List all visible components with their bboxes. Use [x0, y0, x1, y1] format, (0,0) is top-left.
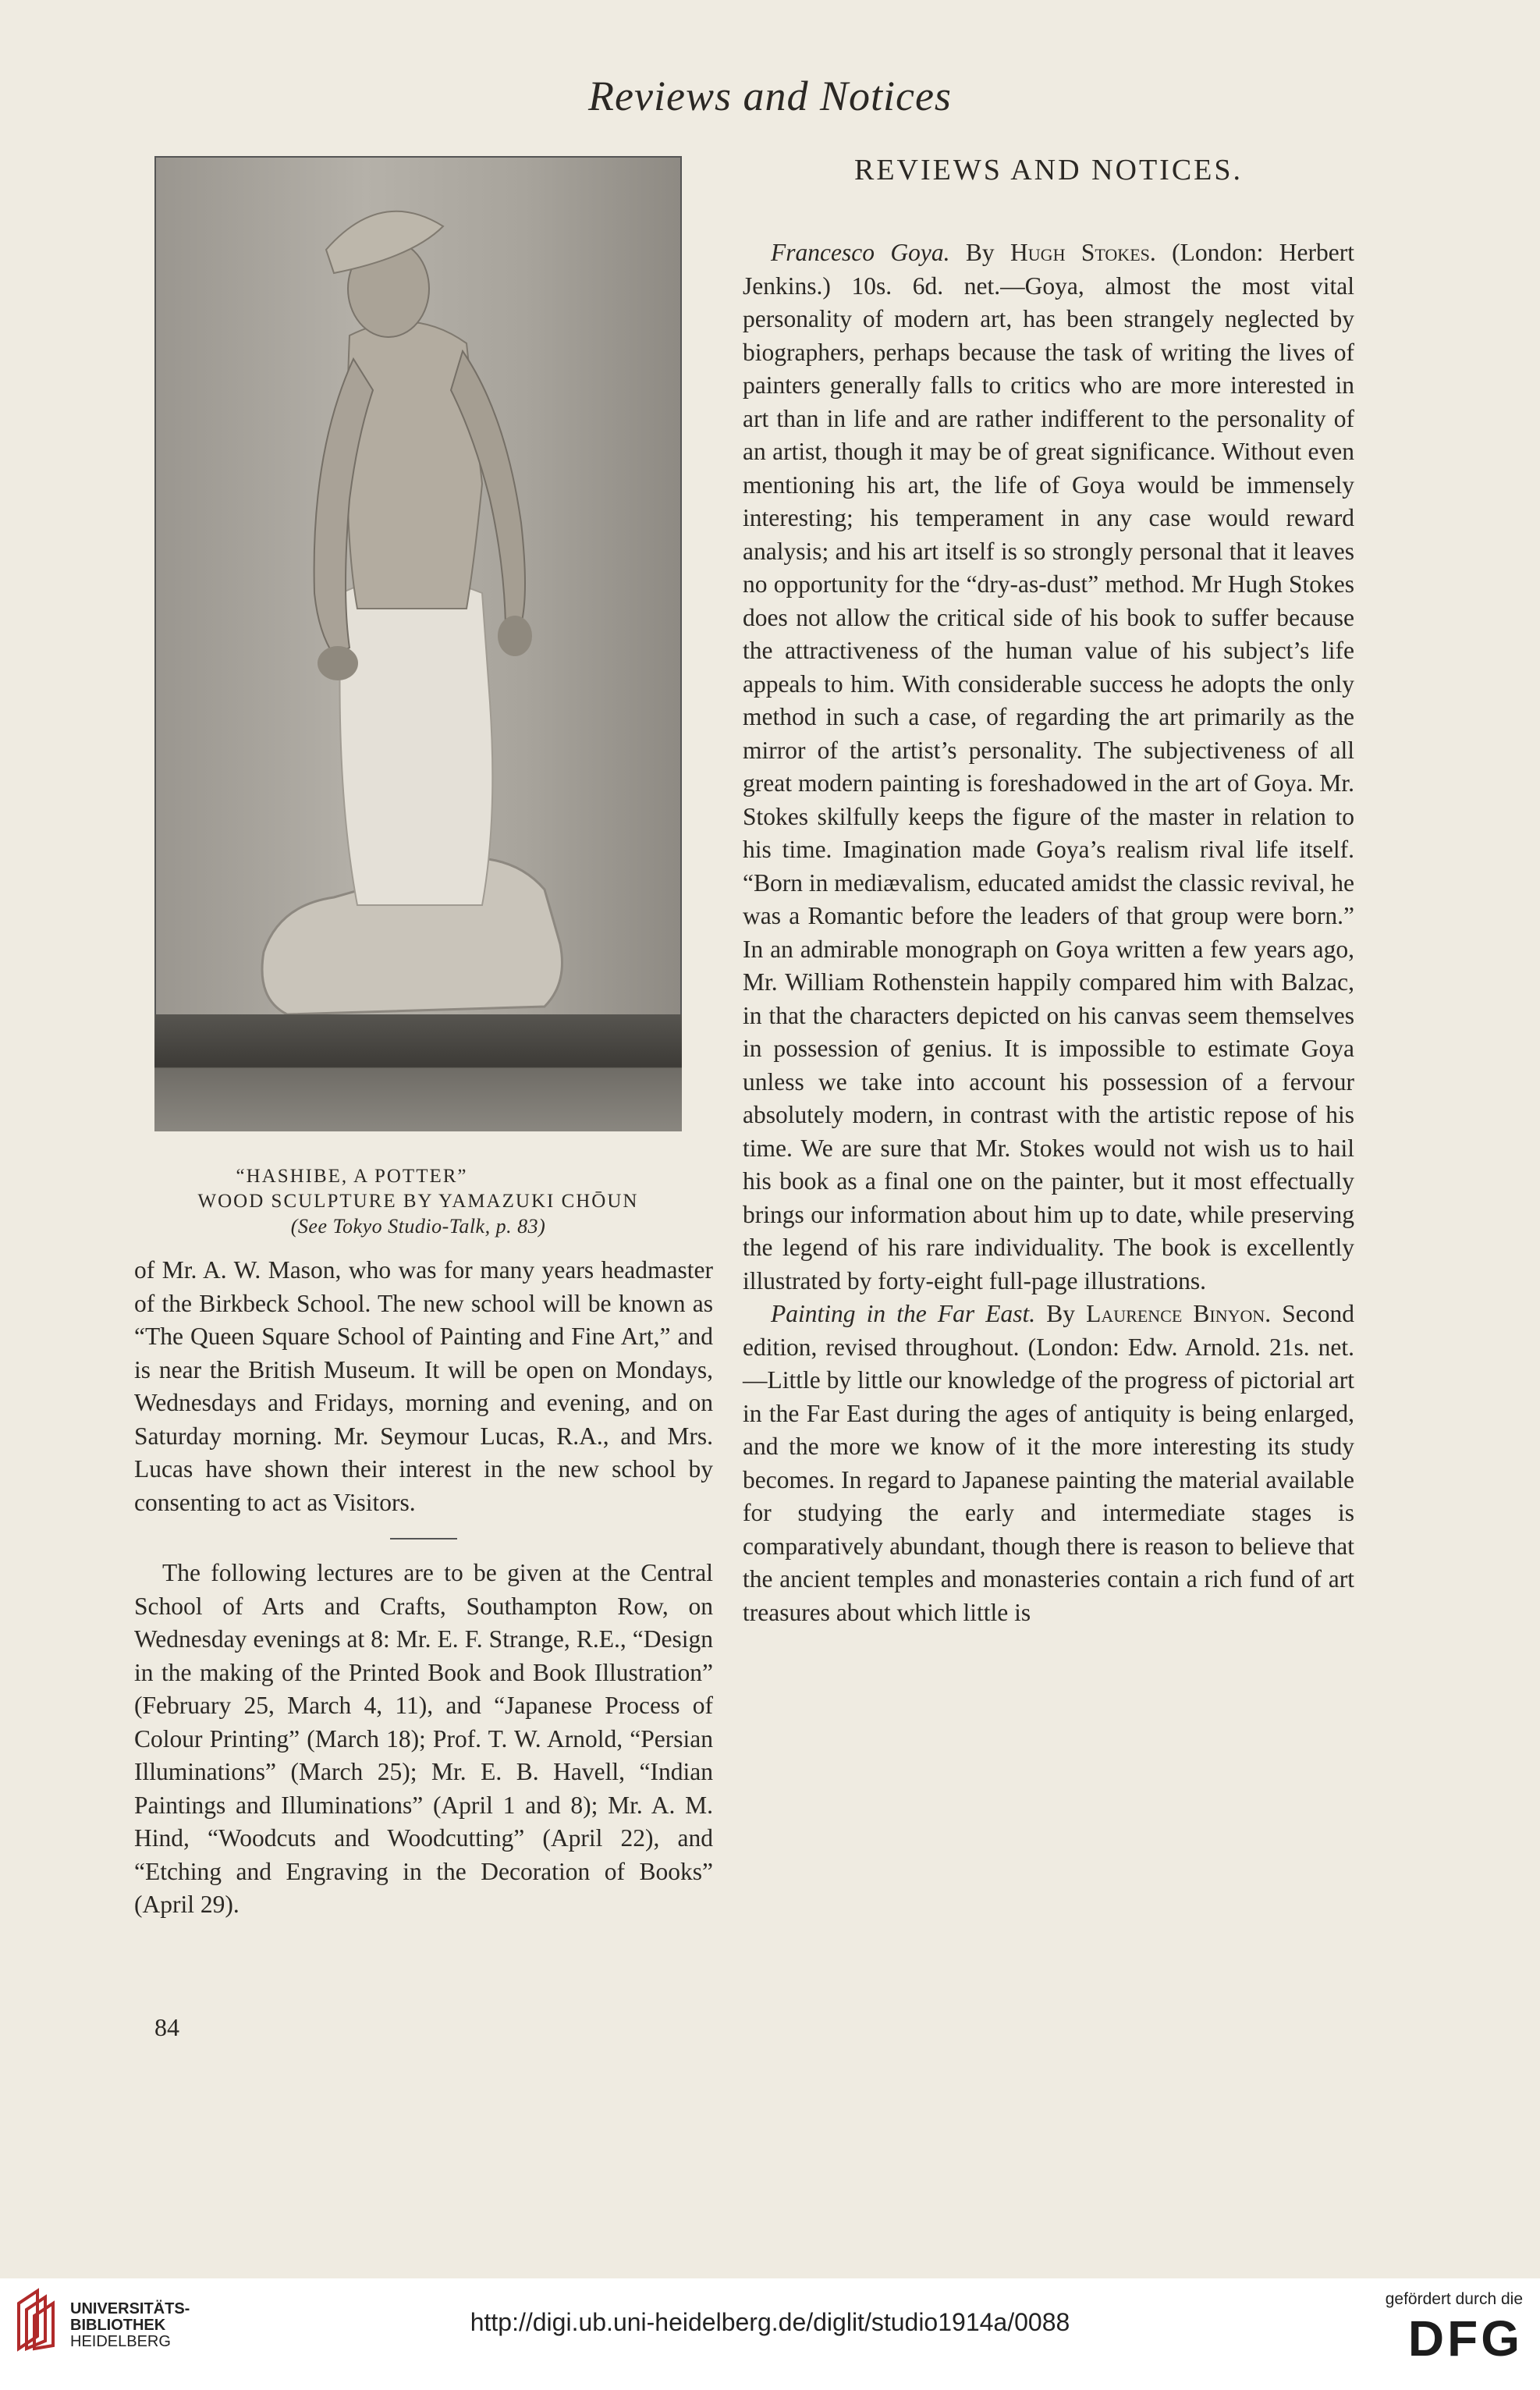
sculpture-photograph: [154, 156, 682, 1131]
source-url-link[interactable]: http://digi.ub.uni-heidelberg.de/diglit/studio1914a/0088: [470, 2308, 1070, 2336]
caption-title: “HASHIBE, A POTTER”: [236, 1166, 468, 1187]
library-name-line1: UNIVERSITÄTS-: [70, 2300, 190, 2317]
library-name-line2: BIBLIOTHEK: [70, 2317, 166, 2334]
library-name-line3: HEIDELBERG: [70, 2333, 171, 2350]
section-title: REVIEWS AND NOTICES.: [853, 154, 1244, 186]
caption-credit: WOOD SCULPTURE BY YAMAZUKI CHŌUN: [197, 1191, 639, 1212]
book-title-far-east: Painting in the Far East.: [771, 1300, 1036, 1327]
school-notice-paragraph: of Mr. A. W. Mason, who was for many years headmaster of the Birkbeck School. The new school will be known as “The Queen Square School of Painting and Fine Art,” and is near the British Museum. It will be open on Mondays, Wednesdays and Fridays, morning and evening, and on Saturday morning. Mr. Seymour Lucas, R.A., and Mrs. Lucas have shown their interest in the new school by consenting to act as Visitors.: [134, 1256, 713, 1516]
running-head: Reviews and Notices: [588, 73, 952, 119]
book-title-goya: Francesco Goya.: [771, 239, 950, 266]
section-divider: [390, 1538, 457, 1539]
lectures-paragraph: The following lectures are to be given at the Central School of Arts and Crafts, Southampton Row, on Wednesday evenings at 8: Mr. E. F. Strange, R.E., “Design in the making of the Printed Book and Book Illustration” (February 25, March 4, 11), and “Japanese Process of Colour Printing” (March 18); Prof. T. W. Arnold, “Persian Illuminations” (March 25); Mr. E. B. Havell, “Indian Paintings and Illuminations” (April 1 and 8); Mr. A. M. Hind, “Woodcuts and Woodcutting” (April 22), and “Etching and Engraving in the Decoration of Books” (April 29).: [134, 1559, 713, 1918]
review-goya-body: . (London: Herbert Jenkins.) 10s. 6d. net.—Goya, almost the most vital personality of modern art, has been strangely neglected by biographers, perhaps because the task of writing the lives of painters generally falls to critics who are more interested in art than in life and are rather indifferent to the personality of an artist, though it may be of great significance. Without even mentioning his art, the life of Goya would be immensely interesting; his temperament in any case would reward analysis; and his art itself is so strongly personal that it leaves no opportunity for the “dry-as-dust” method. Mr Hugh Stokes does not allow the critical side of his book to suffer because the attractiveness of the human value of his subject’s life appeals to him. With considerable success he adopts the only method in such a case, of regarding the art primarily as the mirror of the artist’s personality. The subjectiveness of all great modern painting is foreshadowed in the art of Goya. Mr. Stokes skilfully keeps the figure of the master in relation to his time. Imagination made Goya’s realism rival life itself. “Born in mediævalism, educated amidst the classic revival, he was a Romantic before the leaders of that group were born.” In an admirable monograph on Goya written a few years ago, Mr. William Rothenstein happily compared him with Balzac, in that the characters depicted on his canvas seem themselves in possession of genius. It is impossible to estimate Goya unless we take into account his possession of a fervour absolutely modern, in contrast with the artistic repose of his time. We are sure that Mr. Stokes would not wish us to hail his book as a final one on the painter, but it most effectually brings our information about him up to date, while preserving the legend of his rare individuality. The book is excellently illustrated by forty-eight full-page illustrations.: [743, 239, 1354, 1294]
review-goya-by: By: [949, 239, 1011, 266]
dfg-logo: DFG: [1407, 2310, 1523, 2367]
sculpture-figure: [154, 156, 682, 1131]
caption-reference: (See Tokyo Studio-Talk, p. 83): [290, 1215, 546, 1238]
author-stokes: Hugh Stokes: [1010, 239, 1150, 266]
right-column: [743, 236, 1354, 1629]
photo-floor: [154, 1014, 682, 1131]
review-far-east: [743, 1298, 1354, 1629]
figure-caption: [154, 1164, 682, 1239]
review-far-east-by: By: [1035, 1300, 1087, 1327]
sponsor-label: gefördert durch die: [1385, 2290, 1523, 2308]
page-number: 84: [154, 2013, 179, 2041]
review-far-east-body: . Second edition, revised throughout. (London: Edw. Arnold. 21s. net.—Little by little our knowledge of the progress of pictorial art in the Far East during the ages of antiquity is being enlarged, and the more we know of it the more interesting its study becomes. In regard to Japanese painting the material available for studying the early and intermediate stages is comparatively abundant, though there is reason to believe that the ancient temples and monasteries contain a rich fund of art treasures about which little is: [743, 1300, 1354, 1626]
left-column: [134, 1254, 713, 1922]
author-binyon: Laurence Binyon: [1086, 1300, 1265, 1327]
review-goya: [743, 236, 1354, 1298]
